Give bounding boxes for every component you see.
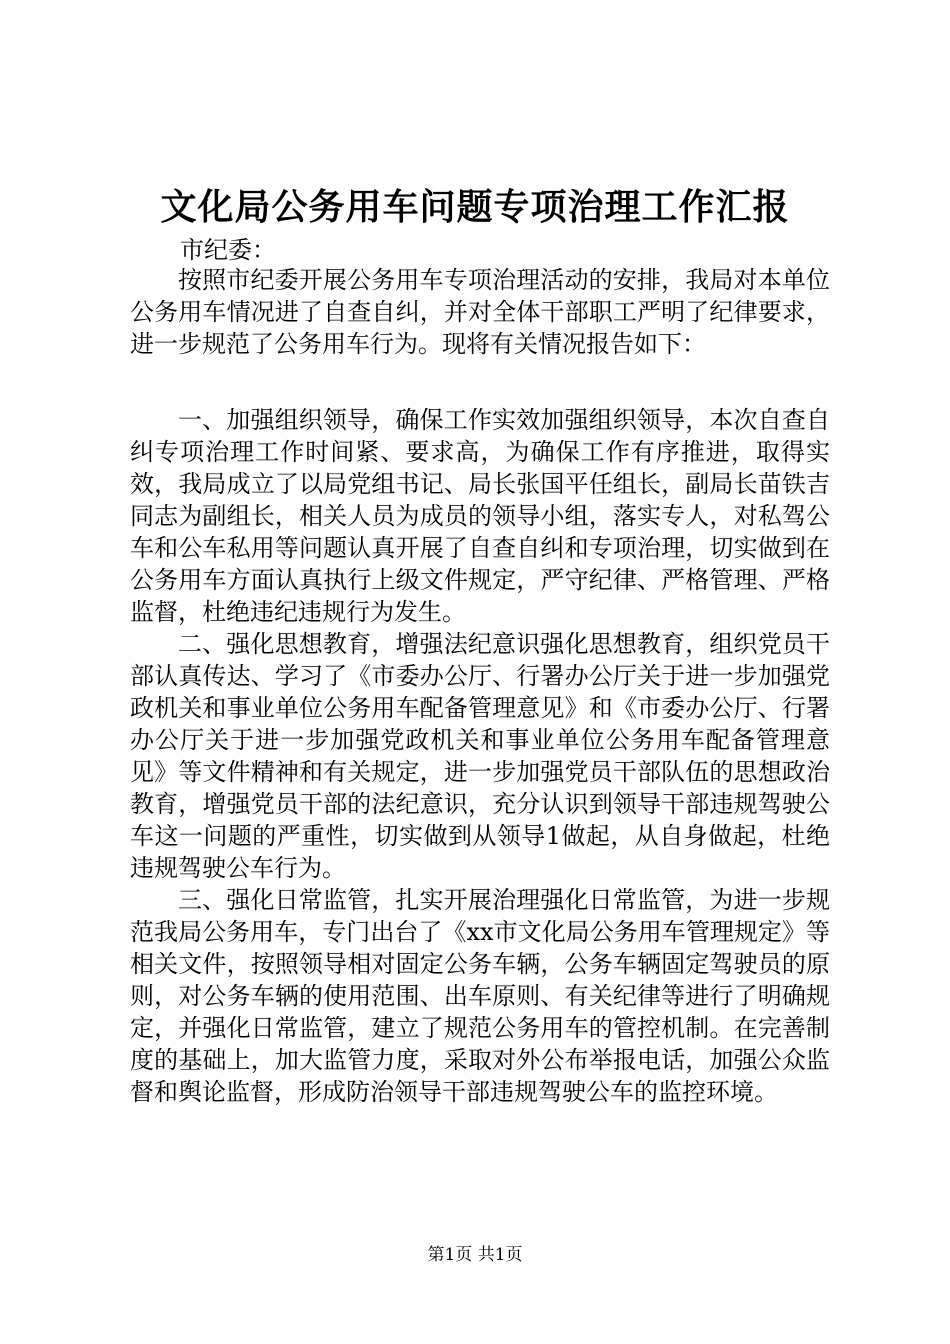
- section-three-paragraph: 三、强化日常监管，扎实开展治理强化日常监管，为进一步规范我局公务用车，专门出台了《xx市文化局公务用车管理规定》等相关文件，按照领导相对固定公务车辆，公务车辆固定驾驶员的原则，对公务车辆的使用范围、出车原则、有关纪律等进行了明确规定，并强化日常监管，建立了规范公务用车的管控机制。在完善制度的基础上，加大监管力度，采取对外公布举报电话，加强公众监督和舆论监督，形成防治领导干部违规驾驶公车的监控环境。: [130, 886, 830, 1106]
- section-one-paragraph: 一、加强组织领导，确保工作实效加强组织领导，本次自查自纠专项治理工作时间紧、要求高，为确保工作有序推进，取得实效，我局成立了以局党组书记、局长张国平任组长，副局长苗铁吉同志为副组长，相关人员为成员的领导小组，落实专人，对私驾公车和公车私用等问题认真开展了自查自纠和专项治理，切实做到在公务用车方面认真执行上级文件规定，严守纪律、严格管理、严格监督，杜绝违纪违规行为发生。: [130, 406, 830, 626]
- intro-paragraph: 按照市纪委开展公务用车专项治理活动的安排，我局对本单位公务用车情况进了自查自纠，并对全体干部职工严明了纪律要求，进一步规范了公务用车行为。现将有关情况报告如下：: [130, 266, 830, 358]
- section-two-paragraph: 二、强化思想教育，增强法纪意识强化思想教育，组织党员干部认真传达、学习了《市委办公厅、行署办公厅关于进一步加强党政机关和事业单位公务用车配备管理意见》和《市委办公厅、行署办公厅关于进一步加强党政机关和事业单位公务用车配备管理意见》等文件精神和有关规定，进一步加强党员干部队伍的思想政治教育，增强党员干部的法纪意识，充分认识到领导干部违规驾驶公车这一问题的严重性，切实做到从领导1做起，从自身做起，杜绝违规驾驶公车行为。: [130, 630, 830, 882]
- salutation: 市纪委：: [180, 236, 276, 264]
- document-title: 文化局公务用车问题专项治理工作汇报: [160, 186, 790, 228]
- paragraph-spacer: [130, 360, 830, 404]
- document-body: [130, 264, 830, 1108]
- page-number-footer: 第1页 共1页: [427, 1245, 523, 1265]
